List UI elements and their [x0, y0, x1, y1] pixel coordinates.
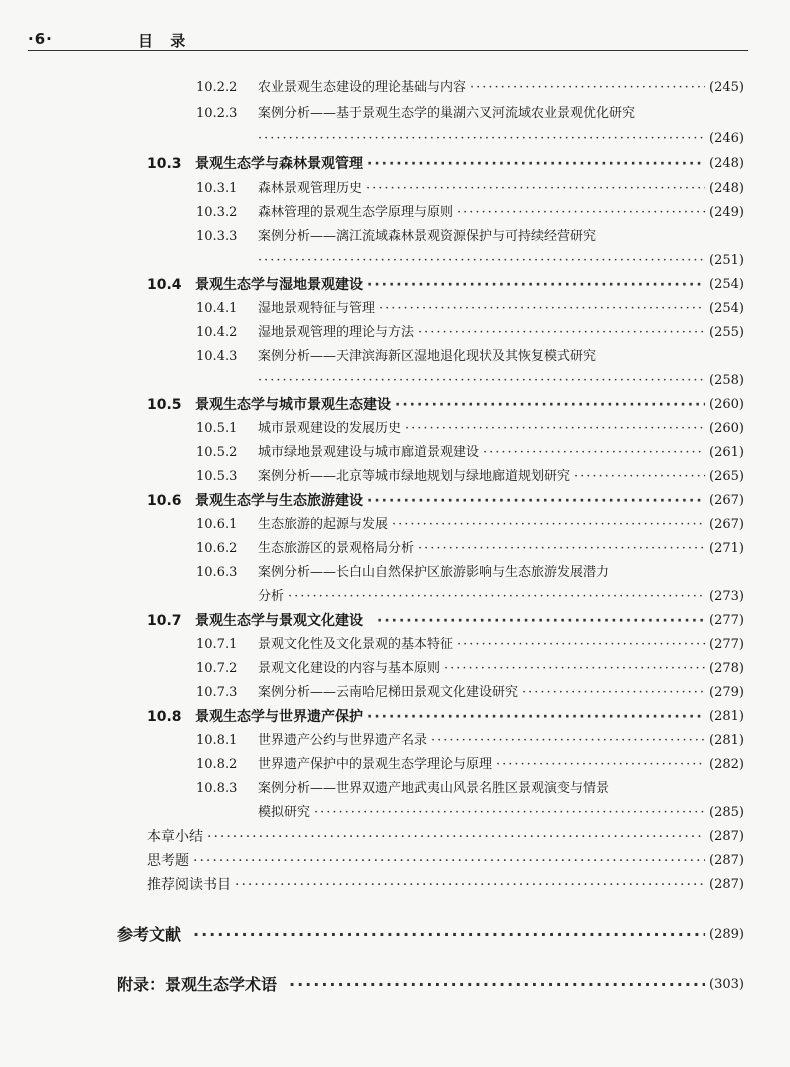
entry-title: 湿地景观特征与管理: [258, 301, 376, 316]
toc-entry-10-2-3[interactable]: [258, 128, 744, 150]
leader-dots: [367, 490, 705, 512]
entry-page: (277): [709, 613, 744, 628]
toc-section-10-5[interactable]: [147, 394, 744, 416]
leader-dots: [193, 924, 705, 946]
entry-title: 森林管理的景观生态学原理与原则: [258, 205, 454, 220]
leader-dots: [377, 610, 705, 632]
entry-number: 10.4: [147, 277, 182, 293]
entry-title: 城市绿地景观建设与城市廊道景观建设: [258, 445, 480, 460]
entry-title: 世界遗产公约与世界遗产名录: [258, 733, 428, 748]
leader-dots: [418, 538, 705, 560]
entry-number: 10.8.1: [196, 733, 238, 748]
entry-page: (251): [709, 253, 744, 268]
toc-entry-10-3-3-line1[interactable]: [196, 226, 744, 248]
entry-page: (271): [709, 541, 744, 556]
entry-number: 10.2.2: [196, 80, 238, 95]
page-number: ·6·: [28, 30, 53, 48]
toc-entry-10-7-3[interactable]: [196, 682, 744, 704]
entry-page: (267): [709, 493, 744, 508]
toc-entry-10-4-1[interactable]: [196, 298, 744, 320]
toc-entry-10-2-2[interactable]: [196, 77, 744, 99]
leader-dots: [193, 850, 705, 872]
leader-dots: [522, 682, 705, 704]
entry-number: 10.5.1: [196, 421, 238, 436]
entry-title-continued: 模拟研究: [258, 805, 311, 820]
entry-number: 10.7: [147, 613, 182, 629]
leader-dots: [574, 466, 705, 488]
page-title: 目 录: [138, 32, 192, 50]
entry-title: 农业景观生态建设的理论基础与内容: [258, 80, 467, 95]
leader-dots: [289, 974, 705, 996]
entry-title: 景观生态学与生态旅游建设: [195, 493, 363, 509]
toc-entry-10-7-2[interactable]: [196, 658, 744, 680]
toc-entry-10-6-3[interactable]: [258, 586, 744, 608]
entry-page: (277): [709, 637, 744, 652]
entry-number: 10.4.1: [196, 301, 238, 316]
entry-title-continued: 分析: [258, 589, 285, 604]
entry-title: 景观文化性及文化景观的基本特征: [258, 637, 454, 652]
leader-dots: [395, 394, 705, 416]
leader-dots: [470, 77, 705, 99]
entry-page: (249): [709, 205, 744, 220]
leader-dots: [258, 370, 705, 392]
toc-entry-10-4-2[interactable]: [196, 322, 744, 344]
entry-number: 10.5.3: [196, 469, 238, 484]
leader-dots: [457, 202, 705, 224]
entry-title: 参考文献: [117, 925, 182, 944]
toc-entry-10-4-3[interactable]: [258, 370, 744, 392]
leader-dots: [367, 153, 705, 175]
entry-page: (281): [709, 733, 744, 748]
entry-number: 10.8.2: [196, 757, 238, 772]
leader-dots: [314, 802, 705, 824]
entry-page: (287): [709, 829, 744, 844]
entry-page: (278): [709, 661, 744, 676]
leader-dots: [457, 634, 705, 656]
entry-title: 思考题: [147, 853, 189, 869]
toc-entry-10-3-1[interactable]: [196, 178, 744, 200]
entry-page: (248): [709, 156, 744, 171]
entry-title: 森林景观管理历史: [258, 181, 363, 196]
entry-number: 10.5: [147, 397, 182, 413]
entry-page: (255): [709, 325, 744, 340]
leader-dots: [379, 298, 705, 320]
leader-dots: [258, 128, 705, 150]
entry-page: (260): [709, 421, 744, 436]
entry-page: (279): [709, 685, 744, 700]
toc-entry-10-7-1[interactable]: [196, 634, 744, 656]
toc-entry-10-8-3-line1[interactable]: [196, 778, 744, 800]
leader-dots: [392, 514, 705, 536]
entry-page: (303): [709, 977, 744, 992]
toc-section-10-6[interactable]: [147, 490, 744, 512]
toc-appendix[interactable]: [117, 974, 744, 996]
entry-page: (246): [709, 131, 744, 146]
toc-entry-10-3-2[interactable]: [196, 202, 744, 224]
leader-dots: [258, 250, 705, 272]
toc-entry-10-5-1[interactable]: [196, 418, 744, 440]
toc-entry-10-8-3[interactable]: [258, 802, 744, 824]
entry-number: 10.3.2: [196, 205, 238, 220]
entry-number: 10.4.2: [196, 325, 238, 340]
toc-chapter-summary[interactable]: [147, 826, 744, 848]
toc-section-10-7[interactable]: [147, 610, 744, 632]
entry-number: 10.7.3: [196, 685, 238, 700]
leader-dots: [496, 754, 705, 776]
toc-entry-10-6-3-line1[interactable]: [196, 562, 744, 584]
leader-dots: [366, 178, 705, 200]
entry-title: 湿地景观管理的理论与方法: [258, 325, 415, 340]
entry-number: 10.7.2: [196, 661, 238, 676]
entry-title: 生态旅游的起源与发展: [258, 517, 389, 532]
entry-page: (282): [709, 757, 744, 772]
entry-number: 10.4.3: [196, 349, 238, 364]
leader-dots: [288, 586, 705, 608]
entry-number: 10.6: [147, 493, 182, 509]
entry-title: 案例分析——云南哈尼梯田景观文化建设研究: [258, 685, 519, 700]
entry-title: 案例分析——长白山自然保护区旅游影响与生态旅游发展潜力: [258, 565, 610, 580]
entry-title: 案例分析——世界双遗产地武夷山风景名胜区景观演变与情景: [258, 781, 610, 796]
entry-number: 10.3: [147, 156, 182, 172]
entry-page: (287): [709, 853, 744, 868]
entry-page: (287): [709, 877, 744, 892]
entry-title: 案例分析——北京等城市绿地规划与绿地廊道规划研究: [258, 469, 571, 484]
entry-title: 景观生态学与湿地景观建设: [195, 277, 363, 293]
entry-number: 10.6.3: [196, 565, 238, 580]
entry-number: 10.2.3: [196, 106, 238, 121]
entry-number: 10.8: [147, 709, 182, 725]
entry-title: 景观生态学与城市景观生态建设: [195, 397, 391, 413]
toc-entry-10-2-3-line1[interactable]: [196, 103, 744, 125]
toc-entry-10-5-3[interactable]: [196, 466, 744, 488]
leader-dots: [367, 274, 705, 296]
leader-dots: [431, 730, 705, 752]
leader-dots: [367, 706, 705, 728]
toc-entry-10-6-1[interactable]: [196, 514, 744, 536]
entry-page: (248): [709, 181, 744, 196]
entry-page: (289): [709, 927, 744, 942]
entry-number: 10.7.1: [196, 637, 238, 652]
entry-page: (258): [709, 373, 744, 388]
entry-number: 10.8.3: [196, 781, 238, 796]
leader-dots: [207, 826, 705, 848]
leader-dots: [444, 658, 705, 680]
toc-entry-10-8-1[interactable]: [196, 730, 744, 752]
toc-section-10-3[interactable]: [147, 153, 744, 175]
entry-page: (260): [709, 397, 744, 412]
toc-section-10-4[interactable]: [147, 274, 744, 296]
entry-title: 景观文化建设的内容与基本原则: [258, 661, 441, 676]
entry-number: 10.3.3: [196, 229, 238, 244]
entry-title: 城市景观建设的发展历史: [258, 421, 402, 436]
entry-title: 景观生态学与世界遗产保护: [195, 709, 363, 725]
entry-title: 附录：景观生态学术语: [117, 975, 278, 994]
toc-recommended-reading[interactable]: [147, 874, 744, 896]
entry-title: 世界遗产保护中的景观生态学理论与原理: [258, 757, 493, 772]
entry-page: (254): [709, 277, 744, 292]
entry-title: 本章小结: [147, 829, 203, 845]
toc-references[interactable]: [117, 924, 744, 946]
entry-title: 推荐阅读书目: [147, 877, 231, 893]
entry-title: 案例分析——基于景观生态学的巢湖六叉河流域农业景观优化研究: [258, 106, 636, 121]
entry-page: (245): [709, 80, 744, 95]
entry-title: 生态旅游区的景观格局分析: [258, 541, 415, 556]
entry-page: (267): [709, 517, 744, 532]
entry-number: 10.5.2: [196, 445, 238, 460]
toc-entry-10-6-2[interactable]: [196, 538, 744, 560]
entry-title: 案例分析——天津滨海新区湿地退化现状及其恢复模式研究: [258, 349, 597, 364]
entry-page: (261): [709, 445, 744, 460]
entry-number: 10.6.1: [196, 517, 238, 532]
toc-entry-10-4-3-line1[interactable]: [196, 346, 744, 368]
toc-entry-10-5-2[interactable]: [196, 442, 744, 464]
entry-number: 10.6.2: [196, 541, 238, 556]
toc-section-10-8[interactable]: [147, 706, 744, 728]
toc-entry-10-3-3[interactable]: [258, 250, 744, 272]
entry-page: (273): [709, 589, 744, 604]
entry-page: (285): [709, 805, 744, 820]
leader-dots: [483, 442, 705, 464]
entry-page: (265): [709, 469, 744, 484]
entry-title: 景观生态学与森林景观管理: [195, 156, 363, 172]
entry-page: (254): [709, 301, 744, 316]
entry-title: 案例分析——漓江流域森林景观资源保护与可持续经营研究: [258, 229, 597, 244]
toc-entry-10-8-2[interactable]: [196, 754, 744, 776]
leader-dots: [405, 418, 705, 440]
entry-number: 10.3.1: [196, 181, 238, 196]
entry-title: 景观生态学与景观文化建设: [195, 613, 363, 629]
leader-dots: [418, 322, 705, 344]
entry-page: (281): [709, 709, 744, 724]
leader-dots: [235, 874, 705, 896]
toc-exercises[interactable]: [147, 850, 744, 872]
